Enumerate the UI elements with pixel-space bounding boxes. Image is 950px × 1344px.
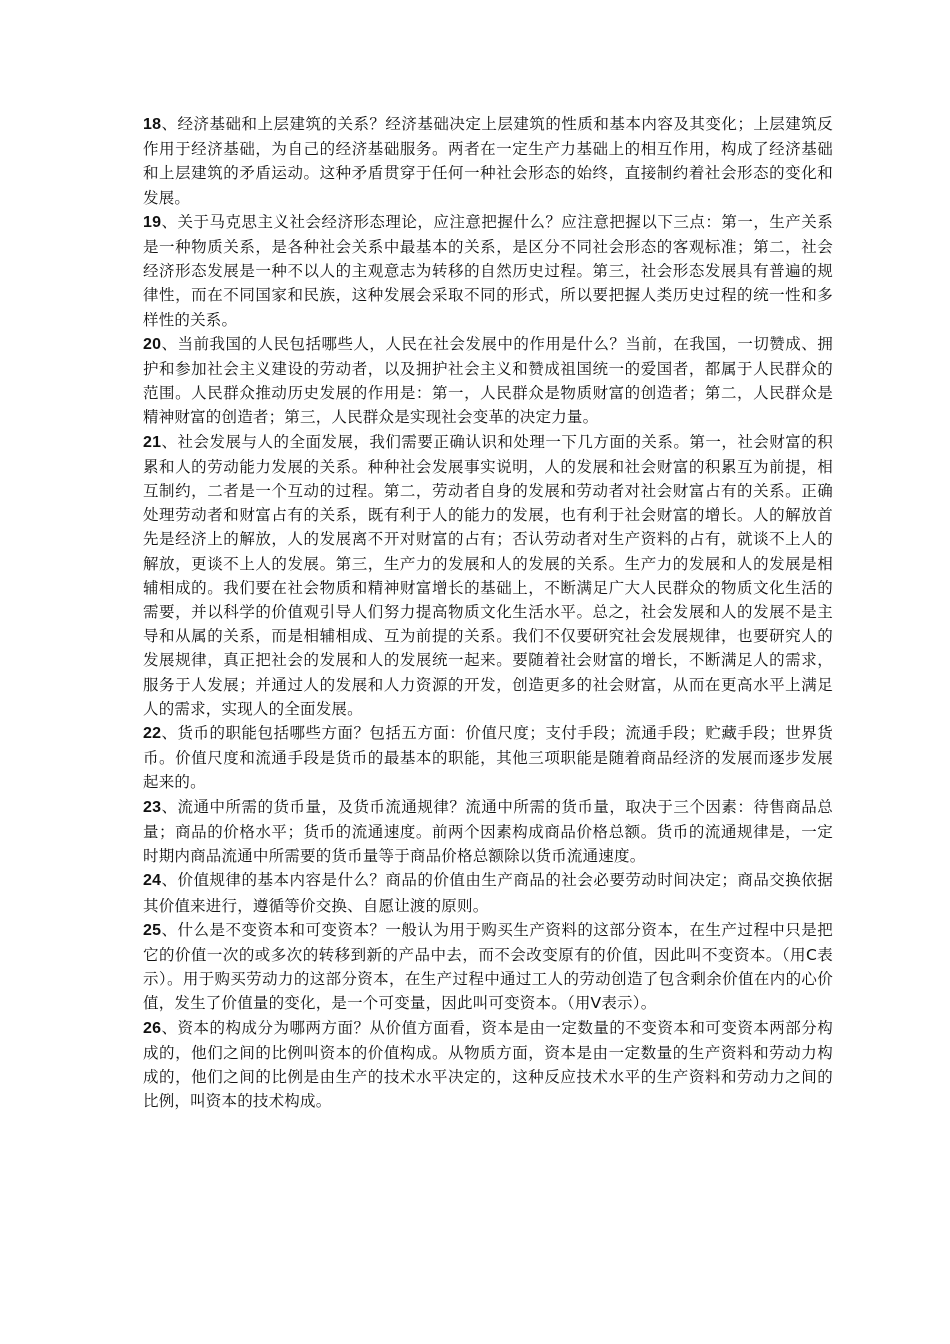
item-text: 、经济基础和上层建筑的关系？经济基础决定上层建筑的性质和基本内容及其变化；上层建筑反作用于经济基础，为自己的经济基础服务。两者在一定生产力基础上的相互作用，构成了经济基础和上层建筑的矛盾运动。这种矛盾贯穿于任何一种社会形态的始终，直接制约着社会形态的变化和发展。 <box>143 115 833 207</box>
item-text: 、价值规律的基本内容是什么？商品的价值由生产商品的社会必要劳动时间决定；商品交换依据其价值来进行，遵循等价交换、自愿让渡的原则。 <box>143 871 833 915</box>
item-number: 25 <box>143 921 162 939</box>
item-text: 、资本的构成分为哪两方面？从价值方面看，资本是由一定数量的不变资本和可变资本两部分构成的，他们之间的比例叫资本的价值构成。从物质方面，资本是由一定数量的生产资料和劳动力构成的，他们之间的比例是由生产的技术水平决定的，这种反应技术水平的生产资料和劳动力之间的比例，叫资本的技术构成。 <box>143 1018 833 1111</box>
item-number: 22 <box>143 725 162 743</box>
paragraph-19 <box>143 210 833 332</box>
paragraph-18 <box>143 112 833 210</box>
item-text: 、关于马克思主义社会经济形态理论，应注意把握什么？应注意把握以下三点：第一，生产关系是一种物质关系，是各种社会关系中最基本的关系，是区分不同社会形态的客观标准；第二，社会经济形态发展是一种不以人的主观意志为转移的自然历史过程。第三，社会形态发展具有普遍的规律性，而在不同国家和民族，这种发展会采取不同的形式，所以要把握人类历史过程的统一性和多样性的关系。 <box>143 212 833 329</box>
item-number: 20 <box>143 335 162 353</box>
paragraph-24 <box>143 868 833 917</box>
item-number: 19 <box>143 213 162 231</box>
item-number: 23 <box>143 798 162 816</box>
document-body <box>143 112 833 1113</box>
item-text: 、社会发展与人的全面发展，我们需要正确认识和处理一下几方面的关系。第一，社会财富的积累和人的劳动能力发展的关系。种种社会发展事实说明，人的发展和社会财富的积累互为前提，相互制约，二者是一个互动的过程。第二，劳动者自身的发展和劳动者对社会财富占有的关系。正确处理劳动者和财富占有的关系，既有利于人的能力的发展，也有利于社会财富的增长。人的解放首先是经济上的解放，人的发展离不开对财富的占有；否认劳动者对生产资料的占有，就谈不上人的解放，更谈不上人的发展。第三，生产力的发展和人的发展的关系。生产力的发展和人的发展是相辅相成的。我们要在社会物质和精神财富增长的基础上，不断满足广大人民群众的物质文化生活的需要，并以科学的价值观引导人们努力提高物质文化生活水平。总之，社会发展和人的发展不是主导和从属的关系，而是相辅相成、互为前提的关系。我们不仅要研究社会发展规律，也要研究人的发展规律，真正把社会的发展和人的发展统一起来。要随着社会财富的增长，不断满足人的需求，服务于人发展；并通过人的发展和人力资源的开发，创造更多的社会财富，从而在更高水平上满足人的需求，实现人的全面发展。 <box>143 432 833 718</box>
item-number: 21 <box>143 433 162 451</box>
paragraph-25 <box>143 918 833 1016</box>
paragraph-26 <box>143 1016 833 1114</box>
paragraph-21 <box>143 430 833 721</box>
item-text: 、货币的职能包括哪些方面？包括五方面：价值尺度；支付手段；流通手段；贮藏手段；世界货币。价值尺度和流通手段是货币的最基本的职能，其他三项职能是随着商品经济的发展而逐步发展起来的。 <box>143 724 833 792</box>
item-number: 24 <box>143 872 162 890</box>
paragraph-20 <box>143 332 833 430</box>
item-number: 26 <box>143 1019 162 1037</box>
item-text: 、流通中所需的货币量，及货币流通规律？流通中所需的货币量，取决于三个因素：待售商品总量；商品的价格水平；货币的流通速度。前两个因素构成商品价格总额。货币的流通规律是，一定时期内商品流通中所需要的货币量等于商品价格总额除以货币流通速度。 <box>143 797 833 866</box>
paragraph-22 <box>143 721 833 795</box>
paragraph-23 <box>143 795 833 869</box>
item-text: 、当前我国的人民包括哪些人，人民在社会发展中的作用是什么？当前，在我国，一切赞成、拥护和参加社会主义建设的劳动者，以及拥护社会主义和赞成祖国统一的爱国者，都属于人民群众的范围。人民群众推动历史发展的作用是：第一，人民群众是物质财富的创造者；第二，人民群众是精神财富的创造者；第三，人民群众是实现社会变革的决定力量。 <box>143 334 833 427</box>
item-text: 、什么是不变资本和可变资本？一般认为用于购买生产资料的这部分资本，在生产过程中只是把它的价值一次的或多次的转移到新的产品中去，而不会改变原有的价值，因此叫不变资本。（用C表示）。用于购买劳动力的这部分资本，在生产过程中通过工人的劳动创造了包含剩余价值在内的心价值，发生了价值量的变化，是一个可变量，因此叫可变资本。（用V表示）。 <box>143 920 833 1013</box>
item-number: 18 <box>143 116 162 133</box>
